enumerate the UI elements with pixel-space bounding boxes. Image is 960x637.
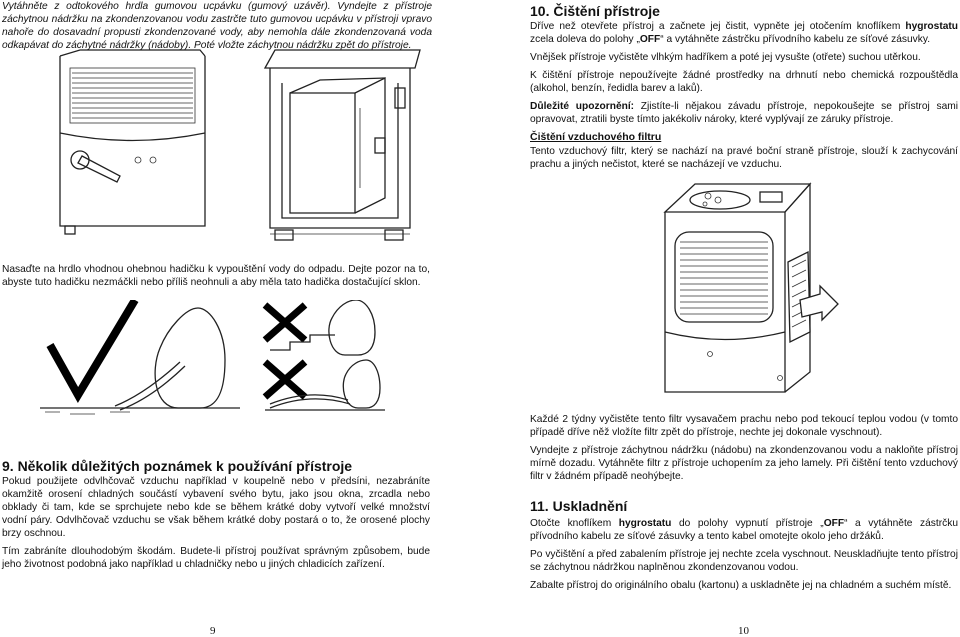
- check-mark-icon: [50, 300, 135, 395]
- section-10-body: Dříve než otevřete přístroj a začnete jej čistit, vypněte jej otočením knoflíkem hygrostatu zcela doleva do polohy „OFF“ a vytáhněte zástrčku přívodního kabelu ze síťové zásuvky. Vnějšek přístroje vyčistěte vlhkým hadříkem a poté jej vysušte (otřete) suchou utěrkou. K čištění přístroje nepoužívejte žádné prostředky na drhnutí nebo chemická rozpouštědla (alkohol, benzín, ředidla barev a laků). Důležité upozornění: Zjistíte-li nějakou závadu přístroje, nepokoušejte se přístroj sami opravovat, ztratili byste tímto jakékoliv nároky, které vyplývají ze záruky přístroje.: [530, 21, 958, 125]
- page-number-right: 10: [738, 625, 749, 637]
- hose-paragraph: Nasaďte na hrdlo vhodnou ohebnou hadičku k vypouštění vody do odpadu. Dejte pozor na to, abyste tuto hadičku nezmáčkli nebo příliš neohnuli a aby měla tato hadička dostačující sklon.: [2, 264, 430, 288]
- section-10-title: 10. Čištění přístroje: [530, 3, 660, 19]
- filter-paragraphs: Každé 2 týdny vyčistěte tento filtr vysavačem prachu nebo pod tekoucí teplou vodou (v tomto případě dříve něž vložíte filtr zpět do přístroje, nechte jej dokonale vyschnout). Vyndejte z přístroje záchytnou nádržku (nádobu) na zkondenzovanou vodu a nakloňte přístroj mírně dozadu. Vytáhněte filtr z přístroje uchopením za jeho lamely. Při čištění tento vzduchový filtr v žádném případě neohýbejte.: [530, 414, 958, 482]
- section-11-title: 11. Uskladnění: [530, 498, 628, 514]
- dehumidifier-tank-illustration: [20, 48, 425, 258]
- cross-mark-icon: [265, 305, 305, 340]
- cross-mark-icon-2: [265, 362, 305, 397]
- section-9-title: 9. Několik důležitých poznámek k používání přístroje: [2, 458, 353, 474]
- section-11-body: Otočte knoflíkem hygrostatu do polohy vypnutí přístroje „OFF“ a vytáhněte zástrčku přívodního kabelu ze síťové zásuvky a tento kabel omotejte okolo jeho držáků. Po vyčištění a před zabalením přístroje jej nechte zcela vyschnout. Neuskladňujte tento přístroj se záchytnou nádržkou naplněnou zkondenzovanou vodou. Zabalte přístroj do originálního obalu (kartonu) a uskladněte jej na chladném a suchém místě.: [530, 518, 958, 591]
- filter-cleaning-title: Čištění vzduchového filtru: [530, 131, 662, 143]
- section-9-body: Pokud použijete odvlhčovač vzduchu například v koupelně nebo v předsíni, nezabráníte okamžitě orosení chladných součástí vybavení svého bytu, jako jsou okna, zrcadla nebo obklady či tam, kde se sprchujete nebo kde se během krátké doby vytvoří velké množství vodní páry. Odvlhčovač vzduchu se však během krátké doby postará o to, že orosené plochy brzy oschnou. Tím zabráníte dlouhodobým škodám. Budete-li přístroj používat správným způsobem, bude jeho životnost podobná jako například u chladničky nebo u jiných chladicích zařízení.: [2, 476, 430, 570]
- hose-slope-illustration: [40, 300, 435, 430]
- filter-paragraph-1: Tento vzduchový filtr, který se nachází na pravé boční straně přístroje, slouží k zachycování prachu a jiných nečistot, které se nacházejí ve vzduchu.: [530, 146, 958, 170]
- intro-paragraph: Vytáhněte z odtokového hrdla gumovou ucpávku (gumový uzávěr). Vyndejte z přístroje záchytnou nádržku na zkondenzovanou vodu zastrčte tuto gumovou ucpávku v přístroji vpravo nahoře do dosavadní propusti zkondenzované vody, aby nemohla dále zkondenzovaná voda odkapávat do záchytné nádržky (nádoby). Poté vložte záchytnou nádržku zpět do přístroje.: [2, 1, 432, 51]
- page-number-left: 9: [210, 625, 216, 637]
- filter-removal-illustration: [640, 182, 840, 404]
